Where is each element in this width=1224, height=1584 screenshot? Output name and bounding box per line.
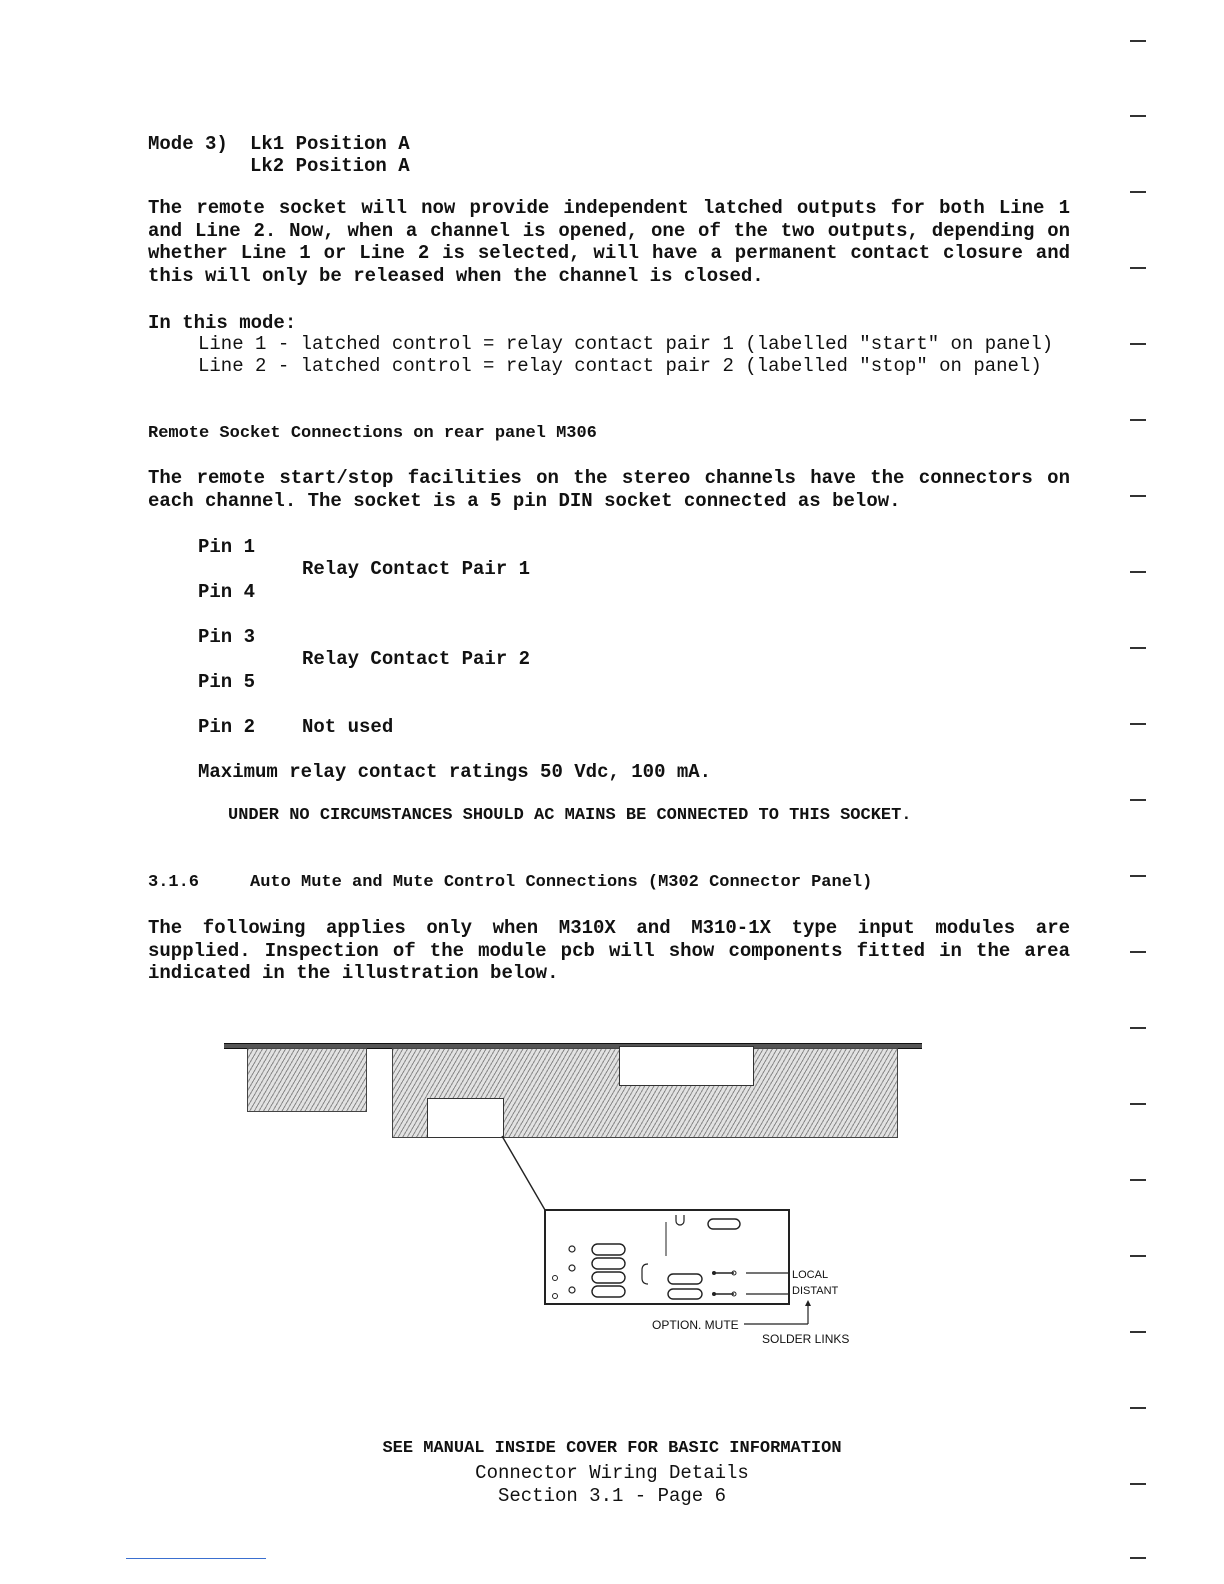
component-pill-5: [668, 1274, 702, 1284]
mode3-lk1: Lk1 Position A: [250, 133, 410, 155]
ratings-text: Maximum relay contact ratings 50 Vdc, 100 mA.: [198, 761, 712, 783]
mode3-label: Mode 3): [148, 133, 228, 155]
mode3-paragraph: The remote socket will now provide independent latched outputs for both Line 1 and Line 2. Now, when a channel is opened, one of the two outputs, depending on whether Line 1 or Line 2 is selected, will have a permanent contact closure and this will only be released when the channel is closed.: [148, 197, 1070, 287]
pin-2-label: Pin 2: [198, 716, 256, 738]
pin-3-label: Pin 3: [198, 626, 256, 648]
component-dot-5: [553, 1294, 558, 1299]
relay-pair-2-label: Relay Contact Pair 2: [302, 648, 531, 670]
local-label: LOCAL: [792, 1269, 829, 1281]
pcb-cutout-top: [619, 1046, 754, 1086]
mode3-line1: Line 1 - latched control = relay contact pair 1 (labelled "start" on panel): [198, 333, 1054, 355]
component-dot-2: [569, 1265, 575, 1271]
section-title: Auto Mute and Mute Control Connections (M302 Connector Panel): [250, 873, 873, 892]
pointer-line: [502, 1136, 545, 1210]
pcb-top-rail: [224, 1043, 922, 1049]
section-number: 3.1.6: [148, 873, 200, 892]
distant-link-pad-a: [712, 1292, 716, 1296]
mode3-line2: Line 2 - latched control = relay contact pair 2 (labelled "stop" on panel): [198, 355, 1042, 377]
distant-link-pad-b: [732, 1292, 736, 1296]
component-u: [676, 1215, 684, 1225]
pcb-left-block: [247, 1048, 367, 1112]
solder-links-label: SOLDER LINKS: [762, 1332, 850, 1346]
warning-text: UNDER NO CIRCUMSTANCES SHOULD AC MAINS BE CONNECTED TO THIS SOCKET.: [228, 806, 912, 825]
remote-socket-heading: Remote Socket Connections on rear panel M306: [148, 424, 597, 443]
component-pill-3: [592, 1272, 625, 1283]
component-dot-1: [569, 1246, 575, 1252]
local-link-pad-b: [732, 1271, 736, 1275]
bottom-left-rule: [126, 1558, 266, 1559]
pin-5-label: Pin 5: [198, 671, 256, 693]
pcb-main-block: [392, 1048, 898, 1138]
relay-pair-1-label: Relay Contact Pair 1: [302, 558, 531, 580]
local-link-pad-a: [712, 1271, 716, 1275]
option-mute-label: OPTION. MUTE: [652, 1318, 739, 1332]
footer-see-manual: SEE MANUAL INSIDE COVER FOR BASIC INFORMATION: [382, 1439, 842, 1458]
pcb-highlight-area: [427, 1098, 504, 1138]
in-this-mode-label: In this mode:: [148, 312, 297, 334]
component-top-pill: [708, 1219, 740, 1229]
component-dot-3: [569, 1287, 575, 1293]
distant-label: DISTANT: [792, 1285, 839, 1297]
detail-box: [545, 1210, 789, 1304]
pin-1-label: Pin 1: [198, 536, 256, 558]
footer-subtitle: Connector Wiring Details: [475, 1462, 749, 1484]
component-pill-4: [592, 1286, 625, 1297]
mode3-lk2: Lk2 Position A: [250, 155, 410, 177]
not-used-label: Not used: [302, 716, 394, 738]
remote-socket-paragraph: The remote start/stop facilities on the stereo channels have the connectors on each channel. The socket is a 5 pin DIN socket connected as below.: [148, 467, 1070, 512]
component-pill-6: [668, 1289, 702, 1299]
footer-page: Section 3.1 - Page 6: [497, 1485, 727, 1507]
component-pill-1: [592, 1244, 625, 1255]
component-bracket: [642, 1264, 648, 1284]
option-mute-arrow: [805, 1300, 811, 1306]
section316-paragraph: The following applies only when M310X and M310-1X type input modules are supplied. Inspection of the module pcb will show components fitted in the area indicated in the illustration below.: [148, 917, 1070, 985]
pin-4-label: Pin 4: [198, 581, 256, 603]
component-dot-4: [553, 1276, 558, 1281]
component-pill-2: [592, 1258, 625, 1269]
